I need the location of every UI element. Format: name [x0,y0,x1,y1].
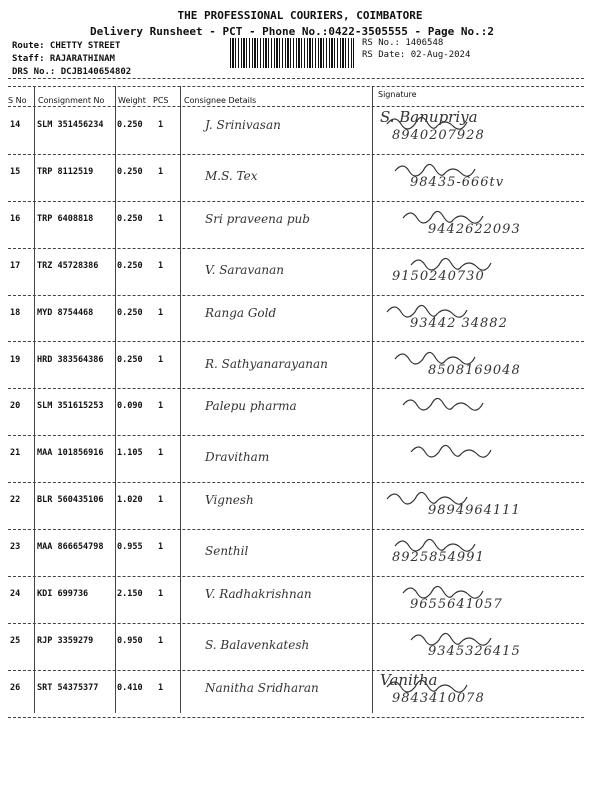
header-rule [8,86,584,87]
signature-phone: 9345326415 [428,643,521,659]
pieces-count: 1 [158,166,164,177]
serial-number: 16 [10,213,21,224]
table-row [0,249,600,294]
consignee-name: Sri praveena pub [205,211,310,226]
pieces-count: 1 [158,635,164,646]
signature-phone: 8508169048 [428,362,521,378]
consignee-name: R. Sathyanarayanan [205,356,328,371]
weight-value: 0.250 [117,307,143,318]
signature-scribble [393,345,483,369]
signature-scribble [385,110,475,134]
consignee-name: Nanitha Sridharan [205,680,319,695]
signature-scribble [401,391,491,415]
signature-phone: 93442 34882 [410,315,508,331]
consignment-number: TRZ 45728386 [37,260,99,271]
table-row [0,202,600,247]
pieces-count: 1 [158,682,164,693]
serial-number: 24 [10,589,21,599]
signature-scribble [393,532,483,556]
signature-phone: 8925854991 [392,550,485,566]
pieces-count: 1 [158,260,164,271]
consignment-number: MAA 866654798 [37,542,104,553]
pieces-count: 1 [158,213,164,224]
weight-value: 0.090 [117,401,143,412]
serial-number: 23 [10,542,21,553]
signature-phone: 9843410078 [392,690,485,706]
serial-number: 14 [10,120,21,130]
table-row [0,671,600,716]
weight-value: 0.250 [117,120,143,130]
serial-number: 22 [10,495,21,506]
col-consignee: Consignee Details [184,96,257,105]
table-row [0,624,600,669]
barcode [230,38,354,68]
col-weight: Weight [118,96,146,105]
consignee-name: Senthil [205,544,249,559]
pieces-count: 1 [158,354,164,365]
consignment-number: SRT 54375377 [37,682,99,693]
weight-value: 2.150 [117,589,143,599]
signature-name: Vanitha [380,670,438,689]
consignment-number: SLM 351456234 [37,120,104,130]
consignment-number: MYD 8754468 [37,307,94,318]
serial-number: 21 [10,448,21,459]
col-consignment: Consignment No [38,96,105,105]
staff-label: Staff: RAJARATHINAM [12,54,115,64]
pieces-count: 1 [158,448,164,459]
consignee-name: Ranga Gold [205,305,277,320]
signature-scribble [393,157,483,181]
pieces-count: 1 [158,589,164,599]
serial-number: 18 [10,307,21,318]
signature-phone: 9655641057 [410,597,503,612]
signature-scribble [409,626,499,650]
header-rule [8,106,584,107]
consignee-name: V. Radhakrishnan [205,587,312,601]
signature-phone: 8940207928 [392,128,485,143]
pieces-count: 1 [158,120,164,130]
consignment-number: SLM 351615253 [37,401,104,412]
weight-value: 1.105 [117,448,143,459]
consignee-name: Dravitham [205,450,270,465]
col-sno: S No [8,96,27,105]
weight-value: 0.250 [117,213,143,224]
row-separator [8,717,584,718]
serial-number: 26 [10,682,21,693]
pieces-count: 1 [158,495,164,506]
route-label: Route: CHETTY STREET [12,41,121,51]
table-row [0,389,600,434]
table-row [0,436,600,481]
col-signature: Signature [378,90,417,99]
consignment-number: HRD 383564386 [37,354,104,365]
rs-date: RS Date: 02-Aug-2024 [362,50,471,60]
serial-number: 25 [10,635,21,646]
consignee-name: V. Saravanan [205,262,285,277]
weight-value: 0.410 [117,682,143,693]
pieces-count: 1 [158,401,164,412]
drs-label: DRS No.: DCJB140654802 [12,67,132,77]
signature-phone: 9442622093 [428,221,521,237]
col-pcs: PCS [153,96,169,105]
company-title: THE PROFESSIONAL COURIERS, COIMBATORE [177,9,423,22]
weight-value: 0.250 [117,260,143,271]
table-row [0,530,600,575]
signature-phone: 98435-666tv [410,174,505,190]
table-row [0,483,600,528]
pieces-count: 1 [158,307,164,318]
table-row [0,108,600,153]
consignee-name: M.S. Tex [205,168,258,183]
signature-scribble [401,579,491,603]
consignment-number: BLR 560435106 [37,495,104,506]
consignment-number: RJP 3359279 [37,635,94,646]
consignee-name: J. Srinivasan [205,118,281,132]
consignee-name: Palepu pharma [205,399,297,414]
weight-value: 0.955 [117,542,143,553]
serial-number: 15 [10,166,21,177]
pieces-count: 1 [158,542,164,553]
consignee-name: Vignesh [205,493,254,508]
signature-scribble [385,298,475,322]
signature-scribble [401,204,491,228]
weight-value: 1.020 [117,495,143,506]
consignment-number: TRP 8112519 [37,166,94,177]
weight-value: 0.250 [117,354,143,365]
signature-name: S. Banupriya [380,108,478,126]
signature-scribble [409,251,499,275]
serial-number: 19 [10,354,21,365]
signature-phone: 9150240730 [392,268,485,284]
weight-value: 0.950 [117,635,143,646]
consignment-number: MAA 101856916 [37,448,104,459]
signature-scribble [385,673,475,697]
table-row [0,577,600,622]
serial-number: 17 [10,260,21,271]
signature-scribble [385,485,475,509]
consignee-name: S. Balavenkatesh [205,637,310,652]
runsheet-subtitle: Delivery Runsheet - PCT - Phone No.:0422-3505555 - Page No.:2 [90,25,494,38]
serial-number: 20 [10,401,21,412]
signature-scribble [409,438,499,462]
consignment-number: TRP 6408818 [37,213,94,224]
weight-value: 0.250 [117,166,143,177]
signature-phone: 9894964111 [428,503,521,519]
table-row [0,296,600,341]
table-row [0,343,600,388]
table-row [0,155,600,200]
rs-number: RS No.: 1406548 [362,38,444,48]
consignment-number: KDI 699736 [37,589,89,599]
header-rule [8,78,584,79]
